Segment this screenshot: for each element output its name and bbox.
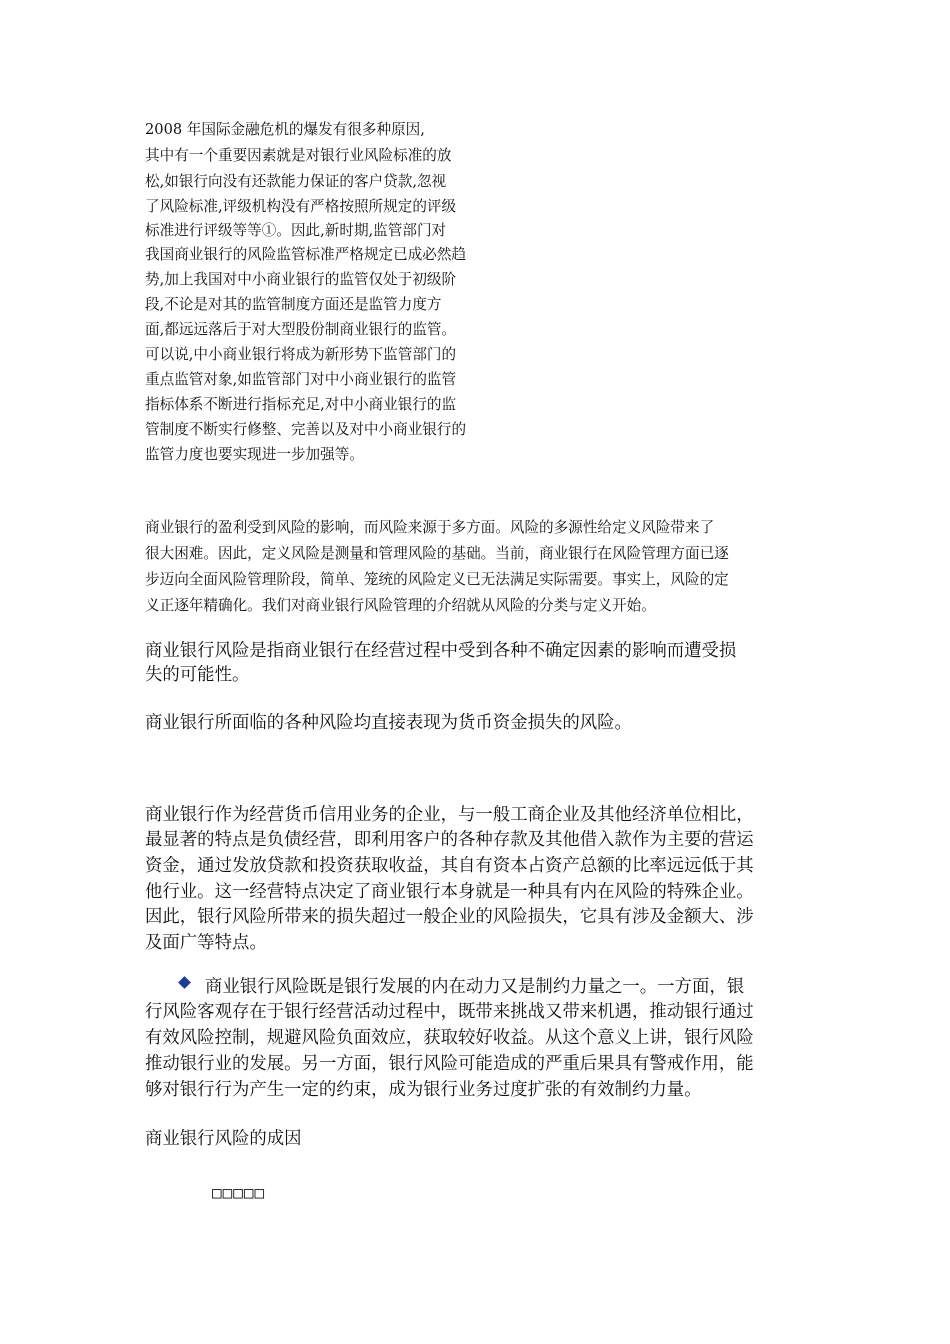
text-line: 及面广等特点。 — [145, 933, 267, 953]
text-line: 资金，通过发放贷款和投资获取收益，其自有资本占资产总额的比率远远低于其 — [145, 856, 754, 876]
text-line: 有效风险控制，规避风险负面效应，获取较好收益。从这个意义上讲，银行风险 — [145, 1028, 754, 1048]
text-line: 重点监管对象,如监管部门对中小商业银行的监管 — [145, 371, 457, 388]
text-line: 段,不论是对其的监管制度方面还是监管力度方 — [145, 296, 442, 313]
text-line: 很大困难。因此，定义风险是测量和管理风险的基础。当前，商业银行在风险管理方面已逐 — [145, 545, 729, 562]
text-line: 推动银行业的发展。另一方面，银行风险可能造成的严重后果具有警戒作用，能 — [145, 1054, 754, 1074]
text-line: 我国商业银行的风险监管标准严格规定已成必然趋 — [145, 246, 467, 263]
risk-statement: 商业银行所面临的各种风险均直接表现为货币资金损失的风险。 — [145, 713, 632, 733]
text-line: 指标体系不断进行指标充足,对中小商业银行的监 — [145, 396, 457, 413]
text-line: 标准进行评级等等①。因此,新时期,监管部门对 — [145, 222, 447, 239]
text-line: 商业银行的盈利受到风险的影响，而风险来源于多方面。风险的多源性给定义风险带来了 — [145, 519, 715, 536]
text-line: 势,加上我国对中小商业银行的监管仅处于初级阶 — [145, 271, 457, 288]
text-line: 2008 年国际金融危机的爆发有很多种原因, — [145, 121, 425, 138]
text-line: 商业银行作为经营货币信用业务的企业，与一般工商企业及其他经济单位相比， — [145, 805, 754, 825]
placeholder-glyphs: □□□□□ — [212, 1183, 266, 1202]
text-line: 管制度不断实行修整、完善以及对中小商业银行的 — [145, 421, 467, 438]
text-line: 了风险标准,评级机构没有严格按照所规定的评级 — [145, 198, 457, 215]
text-line: 因此，银行风险所带来的损失超过一般企业的风险损失，它具有涉及金额大、涉 — [145, 907, 754, 927]
text-line: 最显著的特点是负债经营，即利用客户的各种存款及其他借入款作为主要的营运 — [145, 830, 754, 850]
text-line: 商业银行风险既是银行发展的内在动力又是制约力量之一。一方面，银 — [205, 977, 745, 997]
text-line: 面,都远远落后于对大型股份制商业银行的监管。 — [145, 321, 457, 338]
text-line: 义正逐年精确化。我们对商业银行风险管理的介绍就从风险的分类与定义开始。 — [145, 597, 656, 614]
text-line: 他行业。这一经营特点决定了商业银行本身就是一种具有内在风险的特殊企业。 — [145, 882, 754, 902]
text-line: 步迈向全面风险管理阶段，简单、笼统的风险定义已无法满足实际需要。事实上，风险的定 — [145, 571, 729, 588]
text-line: 监管力度也要实现进一步加强等。 — [145, 446, 364, 463]
text-line: 商业银行风险是指商业银行在经营过程中受到各种不确定因素的影响而遭受损 — [145, 641, 737, 661]
text-line: 松,如银行向没有还款能力保证的客户贷款,忽视 — [145, 173, 447, 190]
text-line: 够对银行行为产生一定的约束，成为银行业务过度扩张的有效制约力量。 — [145, 1080, 702, 1100]
text-line: 失的可能性。 — [145, 665, 250, 685]
text-line: 行风险客观存在于银行经营活动过程中，既带来挑战又带来机遇，推动银行通过 — [145, 1002, 754, 1022]
text-line: 可以说,中小商业银行将成为新形势下监管部门的 — [145, 346, 457, 363]
diamond-bullet-icon — [178, 976, 191, 989]
section-heading: 商业银行风险的成因 — [145, 1129, 302, 1149]
text-line: 其中有一个重要因素就是对银行业风险标准的放 — [145, 147, 452, 164]
